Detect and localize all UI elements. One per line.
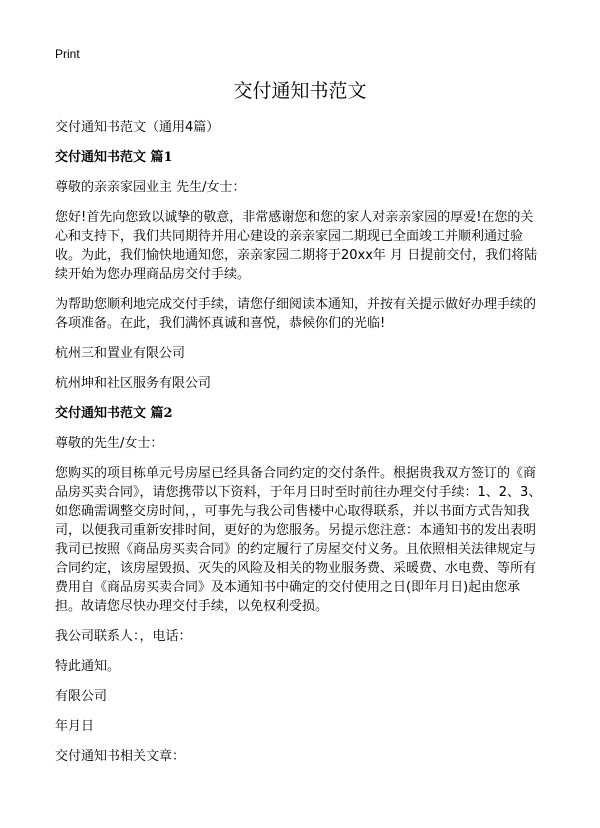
article-2-paragraph-1: 您购买的项目栋单元号房屋已经具备合同约定的交付条件。根据贵我双方签订的《商品房买卖合同》，请您携带以下资料，于年月日时至时前往办理交付手续：1、2、3、如您确需调整交房时间，，可事先与我公司售楼中心取得联系，并以书面方式告知我司，以便我司重新安排时间，更好的为您服务。另提示您注意：本通知书的发出表明我司已按照《商品房买卖合同》的约定履行了房屋交付义务。且依照相关法律规定与合同约定，该房屋毁损、灭失的风险及相关的物业服务费、采暖费、水电费、等所有费用自《商品房买卖合同》及本通知书中确定的交付使用之日(即年月日)起由您承担。故请您尽快办理交付手续，以免权利受损。 — [55, 466, 542, 614]
article-2-date: 年月日 — [55, 719, 95, 734]
article-1-signature-2: 杭州坤和社区服务有限公司 — [55, 376, 212, 391]
intro-text: 交付通知书范文（通用4篇） — [55, 120, 220, 135]
article-2-heading: 交付通知书范文 篇2 — [55, 406, 173, 421]
article-1-paragraph-1: 您好!首先向您致以诚挚的敬意，非常感谢您和您的家人对亲亲家园的厚爱!在您的关心和支持下，我们共同期待并用心建设的亲亲家园二期现已全面竣工并顺利通过验收。为此，我们愉快地通知您，亲亲家园二期将于20xx年 月 日提前交付，我们将陆续开始为您办理商品房交付手续。 — [55, 210, 538, 282]
document-body — [55, 118, 545, 777]
article-2-salutation: 尊敬的先生/女士： — [55, 436, 164, 451]
print-link[interactable]: Print — [55, 47, 80, 61]
article-1-salutation: 尊敬的亲亲家园业主 先生/女士： — [55, 180, 246, 195]
article-2-contact: 我公司联系人：，电话： — [55, 629, 192, 644]
page-title: 交付通知书范文 — [233, 80, 367, 102]
article-2-notice: 特此通知。 — [55, 659, 121, 674]
article-2-company: 有限公司 — [55, 689, 108, 704]
article-1-paragraph-2: 为帮助您顺利地完成交付手续，请您仔细阅读本通知，并按有关提示做好办理手续的各项准备。在此，我们满怀真诚和喜悦，恭候你们的光临! — [55, 297, 537, 331]
article-1-signature-1: 杭州三和置业有限公司 — [55, 346, 186, 361]
article-1-heading: 交付通知书范文 篇1 — [55, 150, 173, 165]
related-articles-heading: 交付通知书相关文章： — [55, 749, 186, 764]
